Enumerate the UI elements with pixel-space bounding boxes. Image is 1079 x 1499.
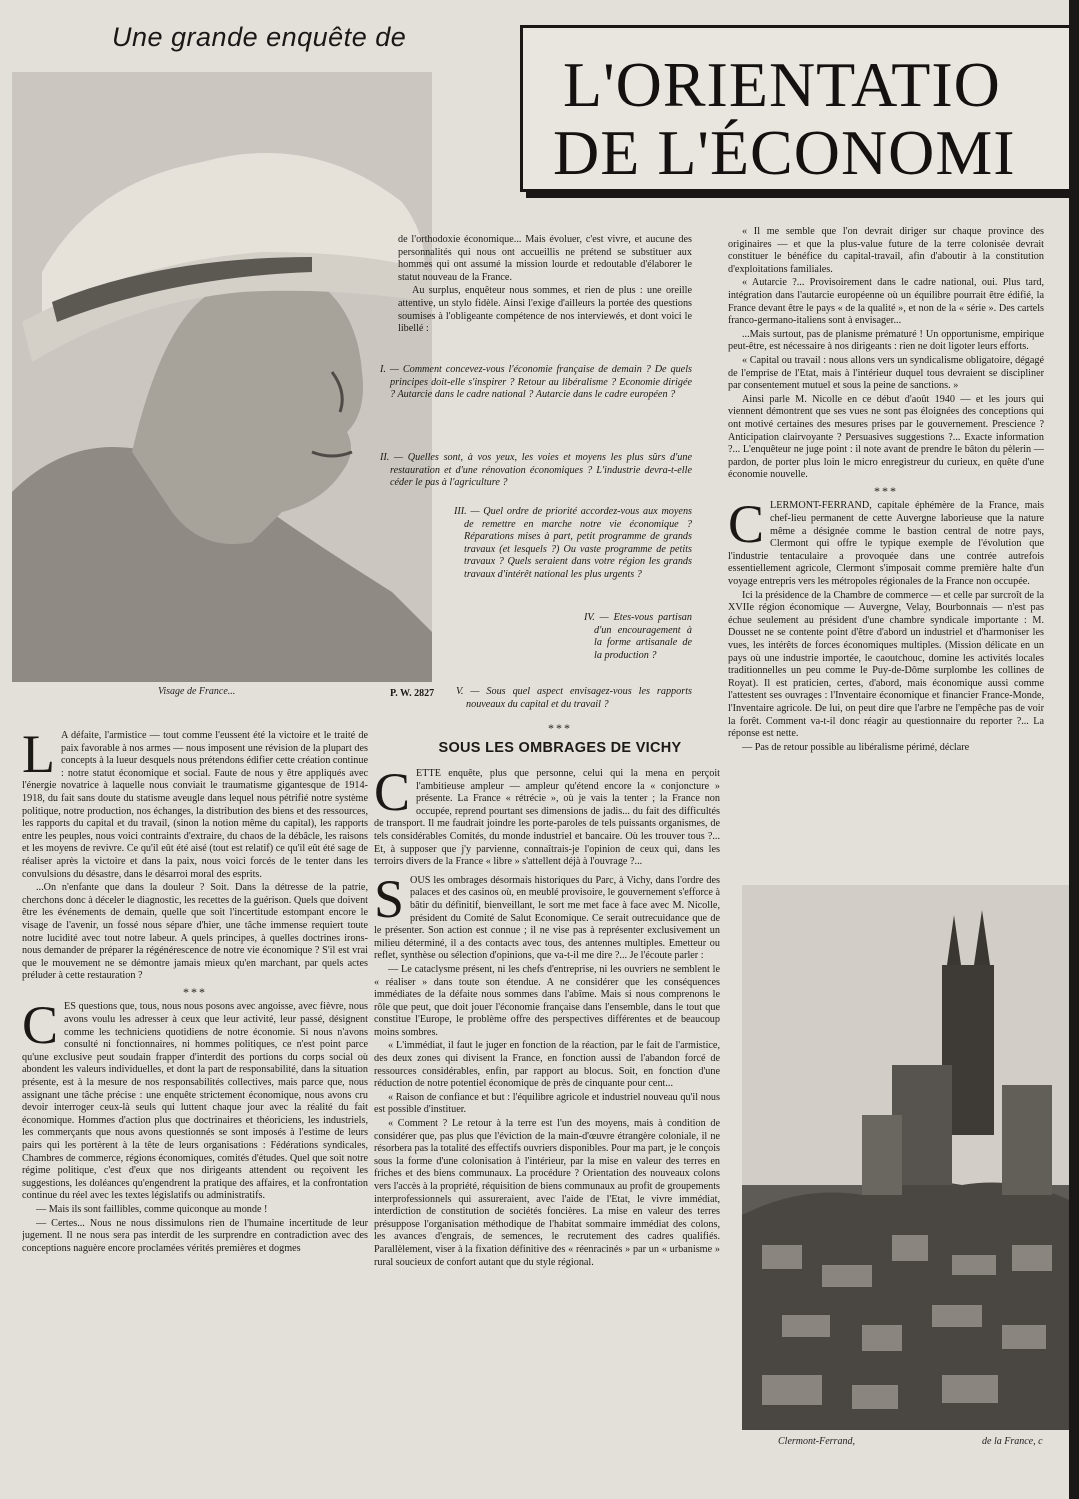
paragraph: « Il me semble que l'on devrait diriger sur chaque province des originaires — et que la plus-value future de la terre colonisée devrait constituer le bénéfice du capital-travail, afin d'aboutir à la constitution d'exploitations familiales.	[728, 226, 1044, 275]
paragraph: de l'orthodoxie économique... Mais évoluer, c'est vivre, et aucune des personnalités qui nous ont accueillis ne prétend se substituer aux hommes qui ont assumé la mission lourde et redoutable d'élaborer le statut nouveau de la France.	[398, 234, 692, 283]
kicker-line-1: Une grande enquête de	[112, 22, 407, 52]
portrait-photo	[12, 72, 432, 682]
intro-column-middle-top	[398, 234, 692, 364]
question-block-2	[378, 452, 692, 504]
dropcap-s: S	[374, 868, 405, 929]
dropcap-c: C	[22, 995, 59, 1056]
paragraph	[22, 730, 368, 881]
question-block-5	[454, 686, 692, 714]
paragraph: « Raison de confiance et but : l'équilibre agricole et industriel nouveau qu'il nous est possible d'instituer.	[374, 1091, 720, 1116]
paragraph: — Pas de retour possible au libéralisme périmé, déclare	[742, 741, 970, 753]
paragraph: — Le cataclysme présent, ni les chefs d'entreprise, ni les ouvriers ne semblent le « réaliser » dans toute son étendue. A ne considérer que les conséquences immédiates de la défaite nous sommes dans l'abîme. Mais si nous comprenons le rôle que peut, que doit jouer l'économie française dans l'ensemble, dans le tout que constitue l'Europe, le problème offre des perspectives différentes et de beaucoup moins sombres.	[374, 963, 720, 1038]
section-subhead: SOUS LES OMBRAGES DE VICHY	[438, 740, 682, 756]
headline-box	[520, 25, 1079, 192]
dropcap-l: L	[22, 730, 55, 784]
paragraph	[374, 868, 720, 963]
clermont-caption-left: Clermont-Ferrand,	[778, 1436, 855, 1447]
paragraph	[374, 768, 720, 869]
photo-credit: P. W. 2827	[390, 688, 435, 699]
dropcap-c: C	[728, 494, 765, 555]
paragraph-text: A défaite, l'armistice — tout comme l'eussent été la victoire et le traité de paix favorable à nos armes — nous imposent une révision de la plupart des concepts à la lueur desquels nous prétendons édifier cette création continue : notre statut économique et social. Faute de nous y être appliqués avec l'énergie novatrice à laquelle nous conviait le traumatisme gigantesque de 1914-1918, du fait sans doute du statisme aveugle dans lequel nous pétrifié notre système politique, notre production, nos échanges, la distribution des biens et des ressources, les rapports du capital et du travail, (sinon la notion même du capital), les rapports entre les peuples, nous voici contraints d'extraire, du chaos de la débâcle, les raisons et les moyens de revivre. Ce qu'il eût été aisé (tout est relatif) ce qu'il eût été sage de réaliser après la victoire et dans la paix, nous voici forcés de le tenter dans les convulsions du désastre, dans le désarroi moral des esprits.	[22, 730, 368, 880]
column-left	[22, 730, 368, 1490]
clermont-cityscape-illustration	[742, 885, 1079, 1430]
paragraph-text: ETTE enquête, plus que personne, celui qui la mena en perçoit l'ambitieuse ampleur — ampleur qu'étend encore la « conjoncture » présente. La France « rétrécie », où je vais la tenter ; la France non occupée, reprend pourtant ses dimensions de jadis... du fait des difficultés de transport. Il me faudrait joindre les porte-paroles de tels puissants organismes, de tels considérables Comités, du monde industriel et bancaire. Où les trouver tous ?... Et, à supposer que j'y parvienne, connaîtrais-je l'opinion de ceux qui, dans les terroirs divers de la France « libre » s'attellent déjà à l'ouvrage ?...	[374, 768, 720, 868]
paragraph: ...On n'enfante que dans la douleur ? Soit. Dans la détresse de la patrie, cherchons donc à déceler le diagnostic, les recettes de la guérison. Quels que doivent être les événements de demain, quelle que soit l'incertitude estompant encore le visage de l'avenir, un fossé nous sépare d'hier, une tâche immense requiert toute notre lucidité avec tout notre labeur. A quels principes, à quelles doctrines irons-nous demander de préparer la régénérescence de notre vie économique ? S'il est vrai que le mouvement ne se démontre jamais mieux qu'en marchant, par quels actes préluder à cette restauration ?	[22, 882, 368, 982]
paragraph: « L'immédiat, il faut le juger en fonction de la réaction, par le fait de l'armistice, des deux zones qui divisent la France, en fonction aussi de l'abandon forcé de ressources considérables, enfin, par rapport au blocus. Soit, en fonction d'une réduction de notre potentiel économique de près de cinquante pour cent...	[374, 1040, 720, 1090]
paragraph: — Certes... Nous ne nous dissimulons rien de l'humaine incertitude de leur jugement. Il ne nous sera pas interdit de les surprendre en contradiction avec des conceptions naguère encore proclamées vérités premières et dogmes	[22, 1217, 368, 1254]
paragraph	[22, 995, 368, 1203]
separator-left: ***	[183, 984, 207, 999]
paragraph: ...Mais surtout, pas de planisme prématuré ! Un opportunisme, empirique peut-être, est nécessaire à nos dirigeants : rien ne doit ligoter leurs efforts.	[728, 328, 1044, 353]
paragraph: « Comment ? Le retour à la terre est l'un des moyens, mais à condition de considérer que, pas plus que l'éviction de la main-d'œuvre étrangère coloniale, il ne résorbera pas la totalité des effectifs ouvriers disponibles. Pour ma part, je le conçois sous la forme d'une colonisation à l'intérieur, par la mise en valeur des terres en friches et des biens communaux. La procédure ? Orientation des nouveaux colons vers l'accès à la propriété, réquisition de biens communaux au profit de groupements interprofessionnels qui assureraient, avec l'aide de l'Etat, le vivre immédiat, interdiction de constitution de sociétés foncières. La mise en valeur des terres présuppose l'organisation méthodique de l'habitat sommaire immédiat des colons, les avances d'engrais, de semences, le recrutement des cadres qualifiés. Parallèlement, viser à la fixation définitive des « réenracinés » par un « urbanisme » rural soucieux de confort autant que du style régional.	[374, 1118, 720, 1268]
portrait-illustration	[12, 72, 432, 682]
question-5: V. — Sous quel aspect envisagez-vous les rapports nouveaux du capital et du travail ?	[456, 686, 692, 710]
question-block-4	[582, 612, 692, 688]
question-3: III. — Quel ordre de priorité accordez-vous aux moyens de remettre en marche notre vie économique ? Réparations mises à part, petit programme de grands travaux (et lesquels ?) Ou vaste programme de petits travaux ? Quels seraient dans votre région les grands travaux d'intérêt national les plus urgents ?	[454, 506, 692, 580]
paragraph: Ainsi parle M. Nicolle en ce début d'août 1940 — et les jours qui viennent démontrent que ses vues ne sont pas éloignées des conceptions qui ont motivé certaines des mesures prises par le gouvernement. Prescience ? Anticipation clairvoyante ? Persuasives suggestions ?... Exacte information ?... L'enquêteur ne juge point : il note avant de prendre le bâton du pèlerin — pardon, de porter plus loin le micro enregistreur du curieux, en quête d'une économie nouvelle.	[728, 393, 1044, 481]
paragraph: Ici la présidence de la Chambre de commerce — et celle par surcroît de la XVIIe région économique — Auvergne, Velay, Bourbonnais — n'est pas échue seulement au président d'une chambre syndicale importante : M. Dousset ne se contente point d'être d'abord un industriel et d'harmoniser les vues, les intérêts de forces économiques multiples. (Mission délicate en un pays où une industrie importée, le caoutchouc, domine les activités locales traditionnelles un peu comme le Puy-de-Dôme surplombe les collines de Royat). Il est praticien, certes, d'abord, mais économique aussi comme l'attestent ses ouvrages : l'Inventaire économique et financier France-Monde, l'Inventaire agricole. De lui, on peut dire que l'arbre ne l'empêche pas de voir la forêt. Comment va-t-il donc réagir au questionnaire du reporter ?... La réponse est nette.	[728, 589, 1044, 740]
headline-line-1: L'ORIENTATIO	[563, 49, 1001, 120]
paragraph: « Capital ou travail : nous allons vers un syndicalisme obligatoire, dégagé de l'emprise de l'Etat, mais à l'intérieur duquel tous devraient se discipliner par consentement mutuel et sous la peine de sanctions. »	[728, 354, 1044, 392]
dropcap-c: C	[374, 768, 411, 822]
headline-line-2: DE L'ÉCONOMI	[553, 117, 1016, 188]
clermont-caption-right: de la France, c	[982, 1436, 1043, 1447]
question-4: IV. — Etes-vous partisan d'un encouragement à la forme artisanale de la production ?	[584, 612, 692, 661]
question-1: I. — Comment concevez-vous l'économie française de demain ? De quels principes doit-elle s'inspirer ? Retour au libéralisme ? Economie dirigée ? Autarcie dans le cadre national ? Autarcie dans le cadre européen ?	[380, 364, 692, 401]
paragraph: « Autarcie ?... Provisoirement dans le cadre national, oui. Plus tard, intégration dans l'autarcie européenne où un équilibre pourrait être édifié, la France devant être le pays « de la qualité », et non de la « série ». Des cartels franco-germano-italiens sont à envisager...	[728, 277, 1044, 327]
separator-mid: ***	[548, 721, 572, 735]
paragraph: — Mais ils sont faillibles, comme quiconque au monde !	[36, 1203, 268, 1215]
clermont-photo	[742, 885, 1079, 1430]
page-edge-shadow	[1069, 0, 1079, 1499]
portrait-caption: Visage de France...	[158, 686, 236, 697]
question-block-1	[378, 364, 692, 450]
column-right	[728, 226, 1044, 876]
question-block-3	[452, 506, 692, 610]
question-2: II. — Quelles sont, à vos yeux, les voies et moyens les plus sûrs d'une restauration et d'une rénovation économiques ? L'industrie devra-t-elle céder le pas à l'agriculture ?	[380, 452, 692, 489]
separator-right: ***	[874, 483, 898, 498]
paragraph: Au surplus, enquêteur nous sommes, et rien de plus : une oreille attentive, un stylo fidèle. Ainsi l'exige d'ailleurs la portée des questions soumises à l'obligeante compétence de nos interviewés, et dont voici le libellé :	[398, 285, 692, 335]
column-middle	[374, 768, 720, 1490]
paragraph	[728, 494, 1044, 588]
paragraph-text: OUS les ombrages désormais historiques du Parc, à Vichy, dans l'ordre des palaces et des casinos où, en meublé provisoire, le gouvernement s'efforce à bâtir du définitif, bienveillant, le sort me met face à face avec M. Nicolle, président du Comité de Salut Economique. Ce serait outrecuidance que de le présenter. Son action est connue ; il ne vise pas à représenter exclusivement un milieu déterminé, il a des contacts avec tous, des antennes multiples. Emetteur ou reflet, synthèse ou sélection d'opinions, que va-t-il me dire ?... Je l'écoute parler :	[374, 874, 720, 962]
paragraph-text: ES questions que, tous, nous nous posons avec angoisse, avec fièvre, nous avons voulu les adresser à ceux que leur activité, leur passé, désignent comme les techniciens quotidiens de notre économie. Si nous n'avons consulté ni fonctionnaires, ni hommes politiques, ce n'est point parce qu'une exclusive peut soudain frapper d'interdit des portions du corps social où abondent les valeurs individuelles, et dont la part de responsabilité, dans la situation présente, est à la mesure de nos responsabilités collectives, mais parce que, nous assignant une tâche précise : une enquête strictement économique, nous avons cru devoir interroger ceux-là seuls qui luttent chaque jour avec la réalité du fait économique. Hommes d'action plus que doctrinaires et théoriciens, les industriels, les commerçants que nous avons questionnés se sont imposés à l'estime de leurs pairs qui les portèrent à la tête de leurs organisations : Fédérations syndicales, Chambres de commerce, régions économiques, comités d'études. Quel que soit notre régime politique, c'est d'eux que nos dirigeants attendent ou reçoivent les suggestions, les doléances qu'engendrent la pratique des affaires, et la confrontation continue du réel avec les textes législatifs ou administratifs.	[22, 1001, 368, 1202]
paragraph-text: LERMONT-FERRAND, capitale éphémère de la France, mais chef-lieu permanent de cette Auvergne laborieuse que la nature même a désignée comme le bastion central de notre pays, Clermont qui offre le typique exemple de l'évolution que l'industrie tentaculaire a provoquée dans une contrée autrefois essentiellement agricole, Clermont s'imposait comme première halte d'un voyage entrepris vers les métropoles régionales de la France non occupée.	[728, 500, 1044, 588]
